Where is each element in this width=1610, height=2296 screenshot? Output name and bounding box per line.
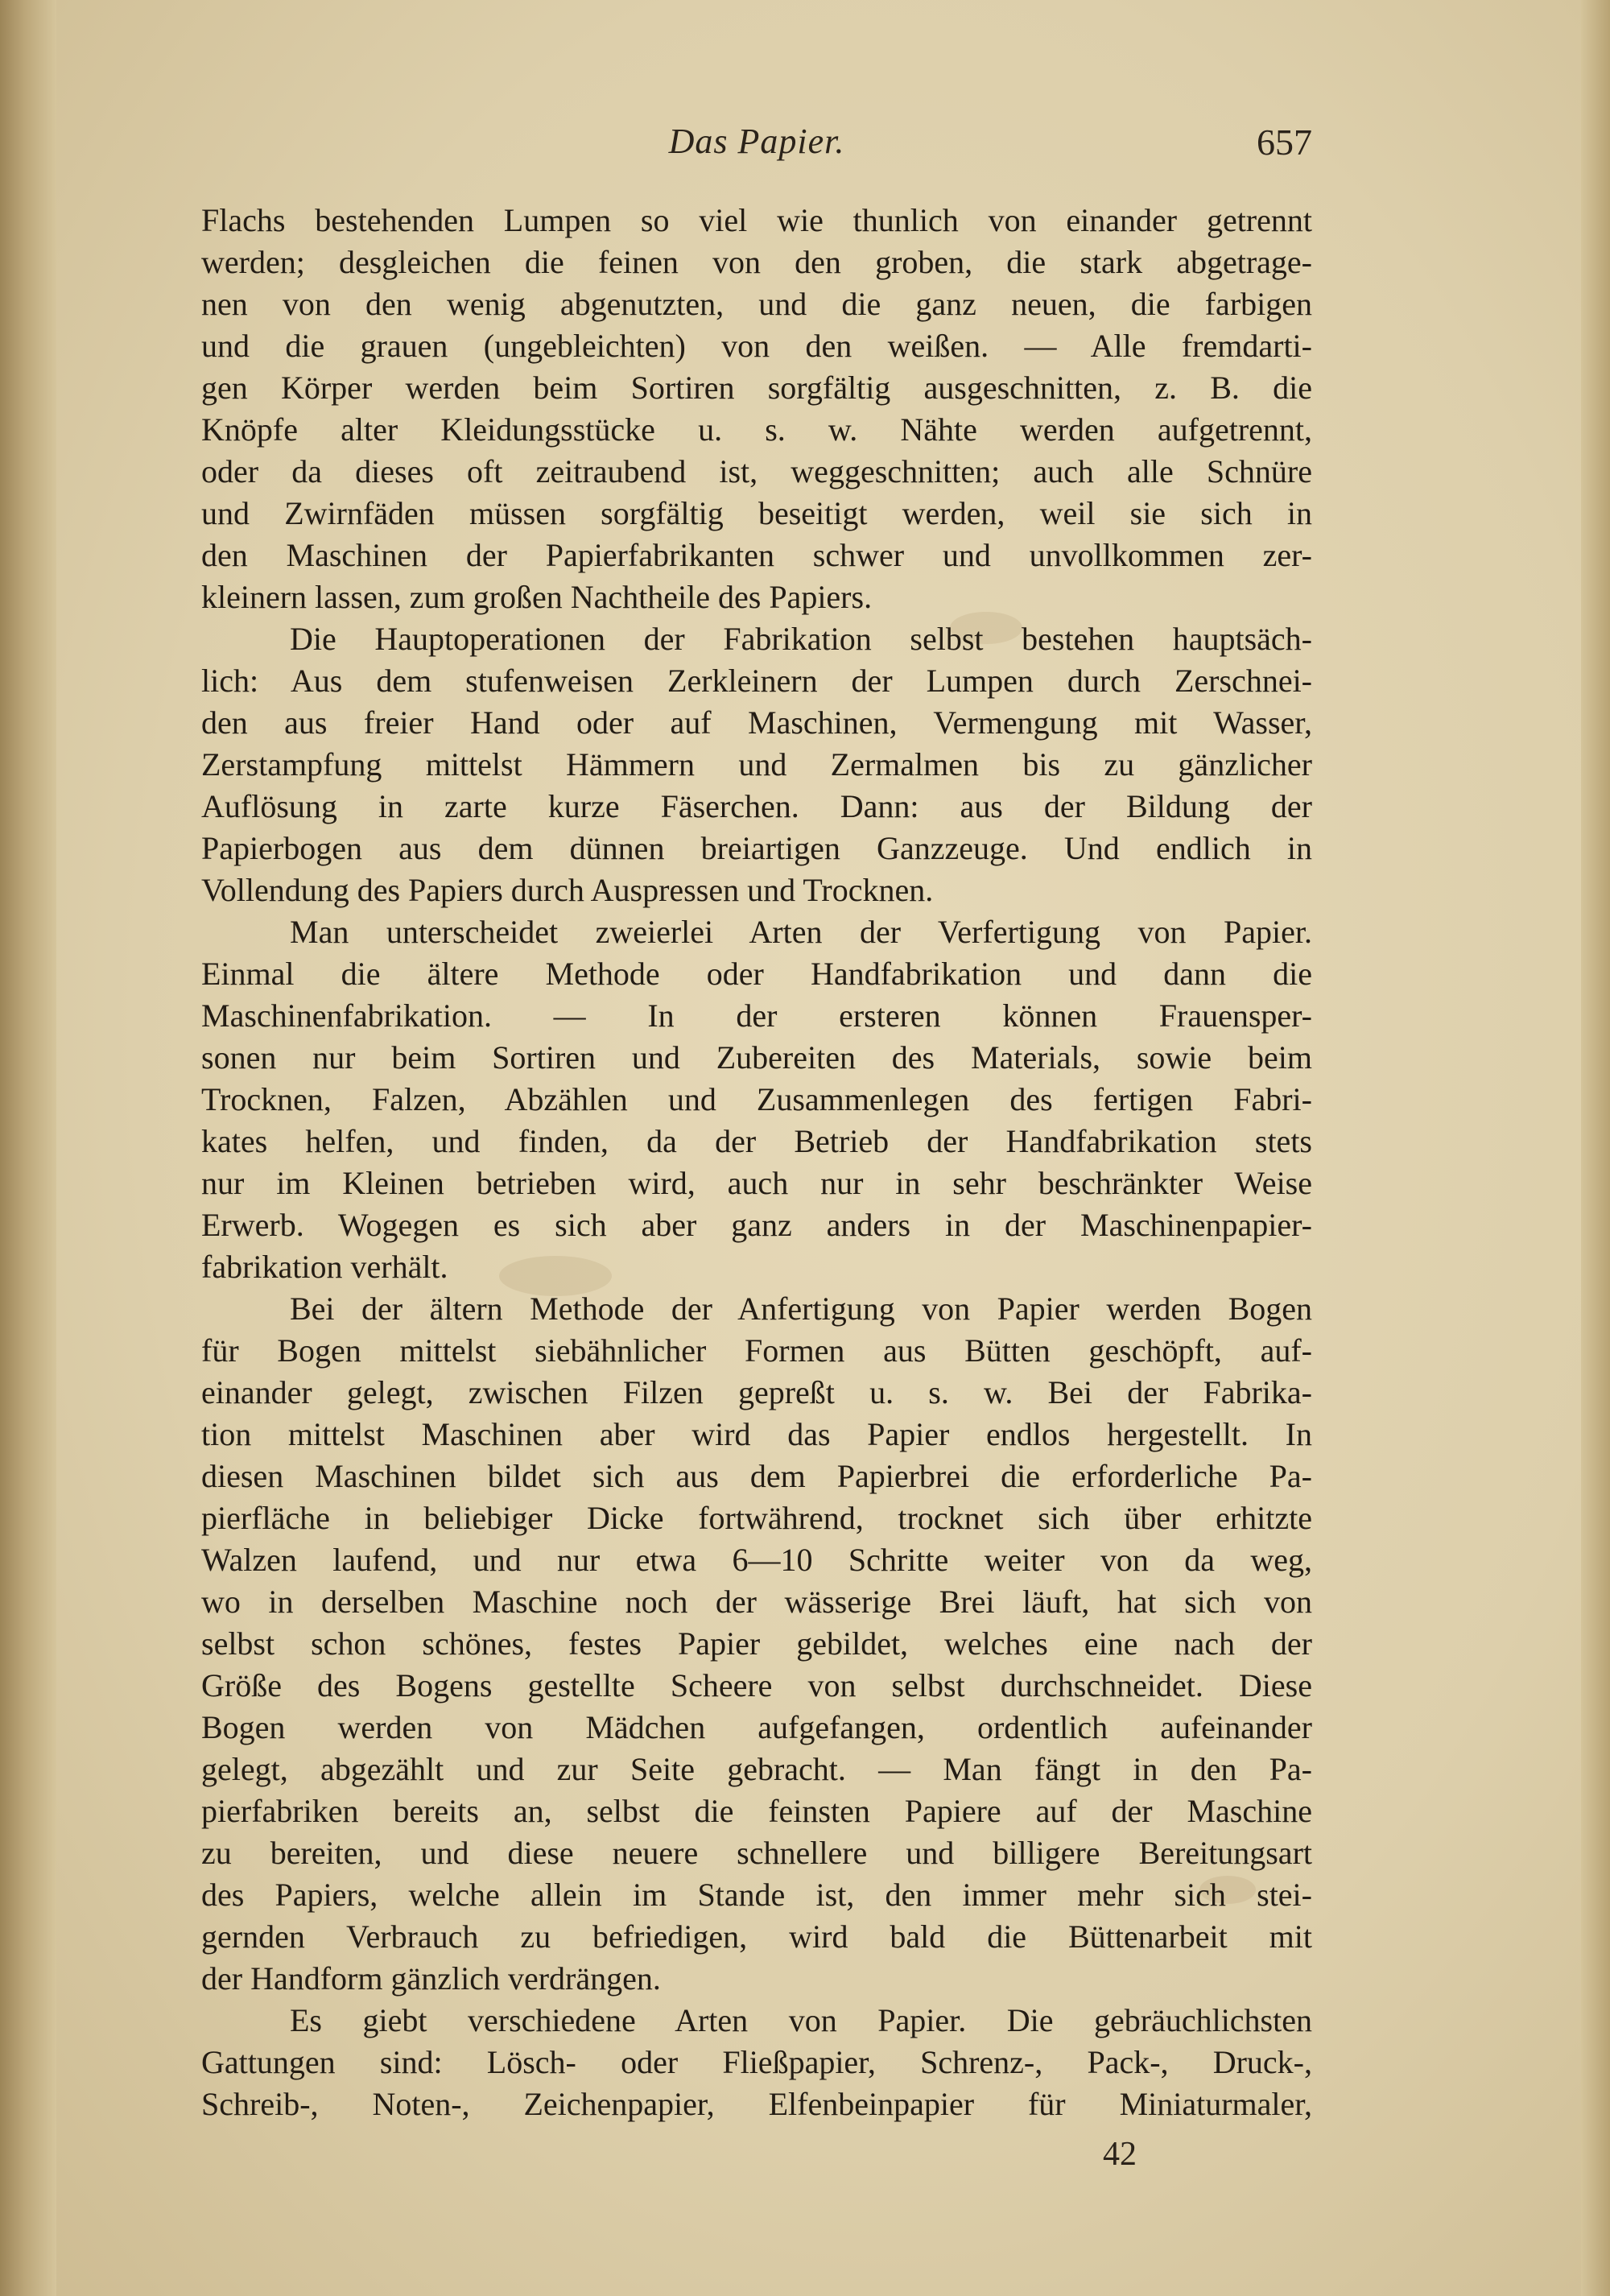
text-line: einander gelegt, zwischen Filzen gepreßt u. s. w. Bei der Fabrika-: [201, 1374, 1312, 1410]
text-line: fabrikation verhält.: [201, 1249, 448, 1285]
page-header: [201, 121, 1312, 169]
text-line: Maschinenfabrikation. — In der ersteren können Frauensper-: [201, 997, 1312, 1034]
text-line: Trocknen, Falzen, Abzählen und Zusammenlegen des fertigen Fabri-: [201, 1081, 1312, 1117]
text-line: kleinern lassen, zum großen Nachtheile des Papiers.: [201, 579, 873, 615]
text-line: gelegt, abgezählt und zur Seite gebracht. — Man fängt in den Pa-: [201, 1751, 1312, 1787]
text-line: Größe des Bogens gestellte Scheere von selbst durchschneidet. Diese: [201, 1667, 1312, 1703]
text-line: Flachs bestehenden Lumpen so viel wie thunlich von einander getrennt: [201, 202, 1312, 238]
text-line: gernden Verbrauch zu befriedigen, wird bald die Büttenarbeit mit: [201, 1918, 1312, 1955]
signature-mark: 42: [1103, 2136, 1137, 2173]
text-line: Gattungen sind: Lösch- oder Fließpapier, Schrenz-, Pack-, Druck-,: [201, 2044, 1312, 2080]
text-line: zu bereiten, und diese neuere schnellere und billigere Bereitungsart: [201, 1835, 1312, 1871]
text-line: und Zwirnfäden müssen sorgfältig beseitigt werden, weil sie sich in: [201, 495, 1312, 531]
text-line: selbst schon schönes, festes Papier gebildet, welches eine nach der: [201, 1625, 1312, 1662]
text-line: kates helfen, und finden, da der Betrieb der Handfabrikation stets: [201, 1123, 1312, 1159]
text-line: für Bogen mittelst siebähnlicher Formen aus Bütten geschöpft, auf-: [201, 1332, 1312, 1369]
text-line: Zerstampfung mittelst Hämmern und Zermalmen bis zu gänzlicher: [201, 746, 1312, 783]
text-line: Auflösung in zarte kurze Fäserchen. Dann: aus der Bildung der: [201, 788, 1312, 824]
text-line: den aus freier Hand oder auf Maschinen, Vermengung mit Wasser,: [201, 704, 1312, 741]
text-line: und die grauen (ungebleichten) von den weißen. — Alle fremdarti-: [201, 328, 1312, 364]
running-title: Das Papier.: [668, 122, 845, 161]
text-line: Vollendung des Papiers durch Auspressen und Trocknen.: [201, 872, 934, 908]
text-line: der Handform gänzlich verdrängen.: [201, 1960, 661, 1997]
text-line: nur im Kleinen betrieben wird, auch nur in sehr beschränkter Weise: [201, 1165, 1312, 1201]
text-line: Papierbogen aus dem dünnen breiartigen Ganzzeuge. Und endlich in: [201, 830, 1312, 866]
text-line: lich: Aus dem stufenweisen Zerkleinern der Lumpen durch Zerschnei-: [201, 663, 1312, 699]
text-line: Man unterscheidet zweierlei Arten der Verfertigung von Papier.: [290, 914, 1312, 950]
text-line: Bei der ältern Methode der Anfertigung von Papier werden Bogen: [290, 1290, 1312, 1327]
text-line: tion mittelst Maschinen aber wird das Papier endlos hergestellt. In: [201, 1416, 1312, 1452]
text-line: oder da dieses oft zeitraubend ist, weggeschnitten; auch alle Schnüre: [201, 453, 1312, 489]
text-line: Bogen werden von Mädchen aufgefangen, ordentlich aufeinander: [201, 1709, 1312, 1745]
body-text: [201, 200, 1312, 2125]
binding-gutter: [0, 0, 56, 2296]
text-line: sonen nur beim Sortiren und Zubereiten des Materials, sowie beim: [201, 1039, 1312, 1076]
text-line: des Papiers, welche allein im Stande ist, den immer mehr sich stei-: [201, 1877, 1312, 1913]
page-number: 657: [1257, 122, 1312, 163]
text-line: Es giebt verschiedene Arten von Papier. Die gebräuchlichsten: [290, 2002, 1312, 2038]
text-line: Einmal die ältere Methode oder Handfabrikation und dann die: [201, 956, 1312, 992]
text-line: nen von den wenig abgenutzten, und die ganz neuen, die farbigen: [201, 286, 1312, 322]
text-line: Schreib-, Noten-, Zeichenpapier, Elfenbeinpapier für Miniaturmaler,: [201, 2086, 1312, 2122]
text-line: diesen Maschinen bildet sich aus dem Papierbrei die erforderliche Pa-: [201, 1458, 1312, 1494]
text-line: Walzen laufend, und nur etwa 6—10 Schritte weiter von da weg,: [201, 1542, 1312, 1578]
text-line: den Maschinen der Papierfabrikanten schwer und unvollkommen zer-: [201, 537, 1312, 573]
text-line: gen Körper werden beim Sortiren sorgfältig ausgeschnitten, z. B. die: [201, 370, 1312, 406]
text-line: werden; desgleichen die feinen von den groben, die stark abgetrage-: [201, 244, 1312, 280]
text-line: wo in derselben Maschine noch der wässerige Brei läuft, hat sich von: [201, 1584, 1312, 1620]
text-line: Die Hauptoperationen der Fabrikation selbst bestehen hauptsäch-: [290, 621, 1312, 657]
text-line: pierfläche in beliebiger Dicke fortwährend, trocknet sich über erhitzte: [201, 1500, 1312, 1536]
text-line: pierfabriken bereits an, selbst die feinsten Papiere auf der Maschine: [201, 1793, 1312, 1829]
text-line: Knöpfe alter Kleidungsstücke u. s. w. Nähte werden aufgetrennt,: [201, 411, 1312, 448]
page-edge: [1581, 0, 1610, 2296]
text-line: Erwerb. Wogegen es sich aber ganz anders in der Maschinenpapier-: [201, 1207, 1312, 1243]
